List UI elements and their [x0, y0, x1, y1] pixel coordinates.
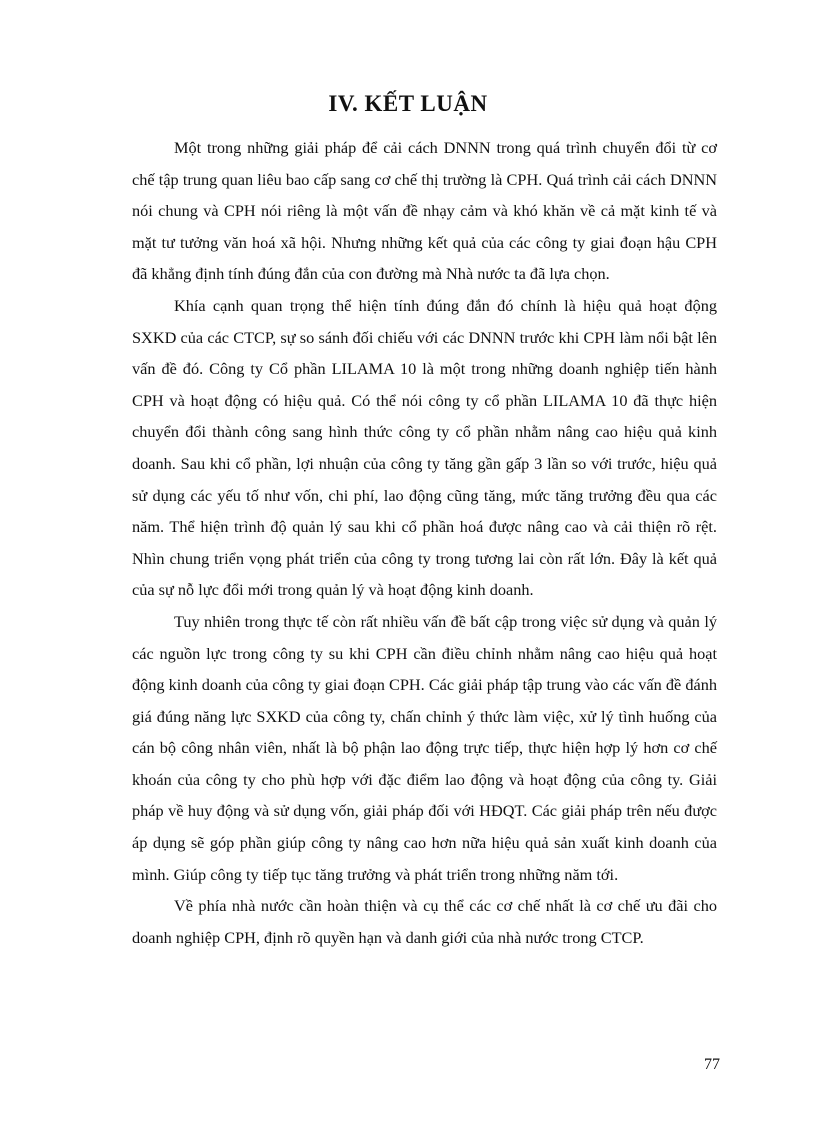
page-number: 77	[704, 1056, 720, 1073]
page-title: IV. KẾT LUẬN	[328, 91, 488, 116]
paragraph-1: Một trong những giải pháp để cải cách DNNN trong quá trình chuyển đổi từ cơ chế tập trung quan liêu bao cấp sang cơ chế thị trường là CPH. Quá trình cải cách DNNN nói chung và CPH nói riêng là một vấn đề nhạy cảm và khó khăn về cả mặt kinh tế và mặt tư tưởng văn hoá xã hội. Nhưng những kết quả của các công ty giai đoạn hậu CPH đã khẳng định tính đúng đắn của con đường mà Nhà nước ta đã lựa chọn.	[132, 138, 717, 284]
body-text	[132, 132, 717, 953]
paragraph-3: Tuy nhiên trong thực tế còn rất nhiều vấn đề bất cập trong việc sử dụng và quản lý các nguồn lực trong công ty su khi CPH cần điều chỉnh nhằm nâng cao hiệu quả hoạt động kinh doanh của công ty giai đoạn CPH. Các giải pháp tập trung vào các vấn đề đánh giá đúng năng lực SXKD của công ty, chấn chỉnh ý thức làm việc, xử lý tình huống của cán bộ công nhân viên, nhất là bộ phận lao động trực tiếp, thực hiện hợp lý hơn cơ chế khoán của công ty cho phù hợp với đặc điểm lao động và hoạt động của công ty. Giải pháp về huy động và sử dụng vốn, giải pháp đối với HĐQT. Các giải pháp trên nếu được áp dụng sẽ góp phần giúp công ty nâng cao hơn nữa hiệu quả sản xuất kinh doanh của mình. Giúp công ty tiếp tục tăng trưởng và phát triển trong những năm tới.	[132, 611, 717, 884]
paragraph-2: Khía cạnh quan trọng thể hiện tính đúng đắn đó chính là hiệu quả hoạt động SXKD của các CTCP, sự so sánh đối chiếu với các DNNN trước khi CPH làm nổi bật lên vấn đề đó. Công ty Cổ phần LILAMA 10 là một trong những doanh nghiệp tiến hành CPH và hoạt động có hiệu quả. Có thể nói công ty cổ phần LILAMA 10 đã thực hiện chuyển đổi thành công sang hình thức công ty cổ phần nhằm nâng cao hiệu quả kinh doanh. Sau khi cổ phần, lợi nhuận của công ty tăng gần gấp 3 lần so với trước, hiệu quả sử dụng các yếu tố như vốn, chi phí, lao động cũng tăng, mức tăng trưởng đều qua các năm. Thể hiện trình độ quản lý sau khi cổ phần hoá được nâng cao và cải thiện rõ rệt. Nhìn chung triển vọng phát triển của công ty trong tương lai còn rất lớn. Đây là kết quả của sự nỗ lực đổi mới trong quản lý và hoạt động kinh doanh.	[132, 295, 717, 600]
paragraph-4: Về phía nhà nước cần hoàn thiện và cụ thể các cơ chế nhất là cơ chế ưu đãi cho doanh nghiệp CPH, định rõ quyền hạn và danh giới của nhà nước trong CTCP.	[132, 896, 717, 947]
